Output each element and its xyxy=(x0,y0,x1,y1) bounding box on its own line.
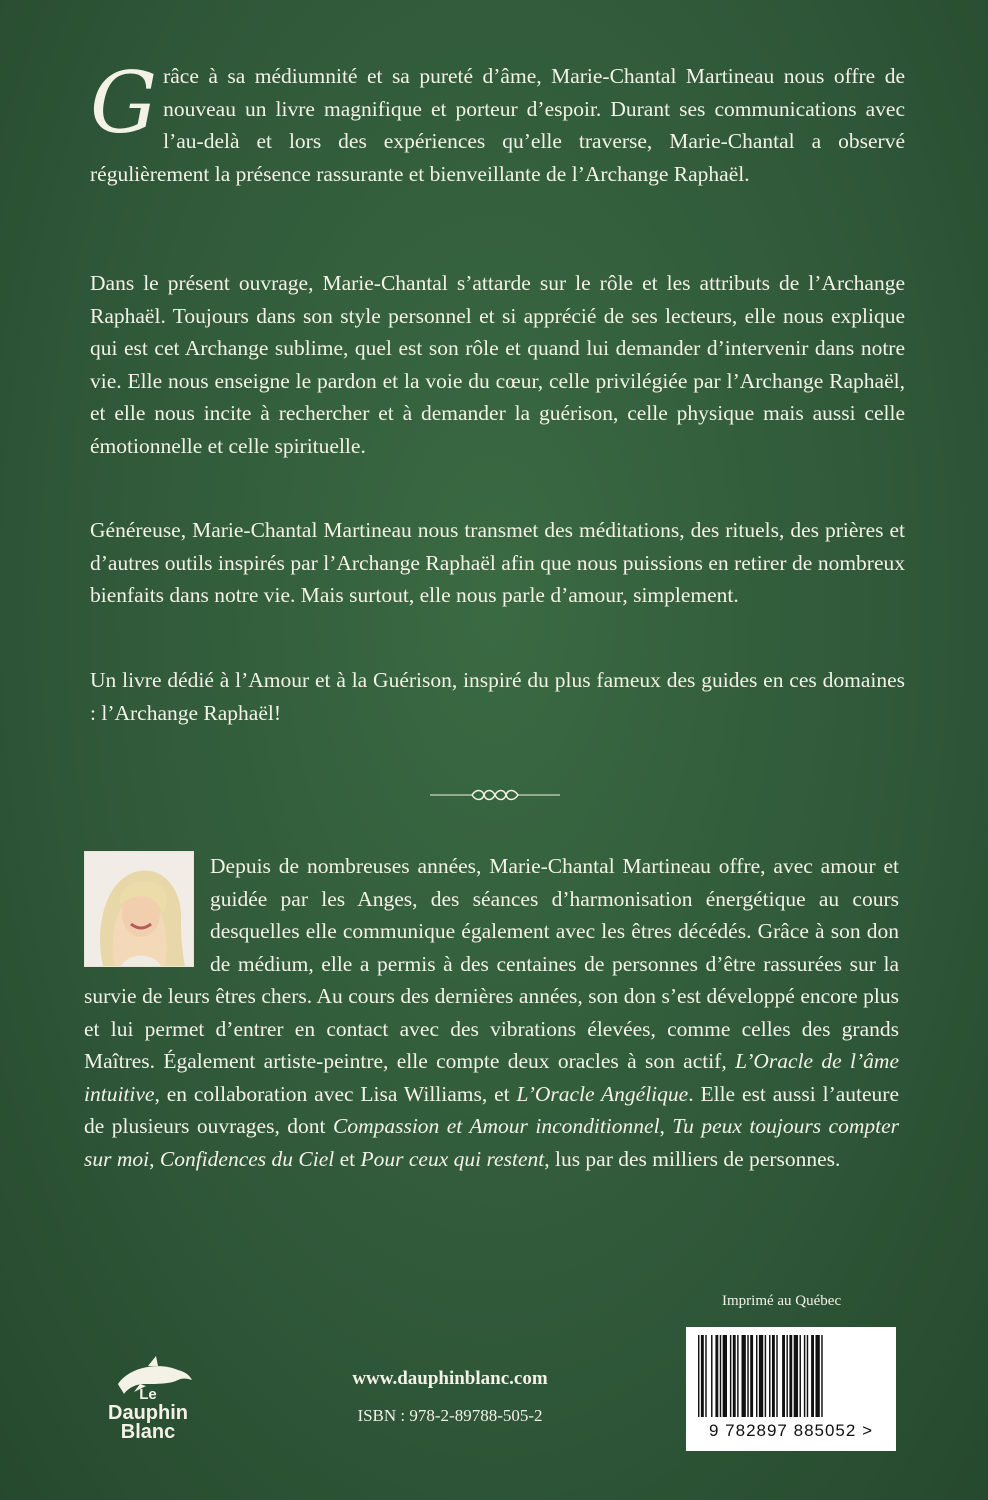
barcode-bar xyxy=(720,1335,721,1417)
book-title: Confidences du Ciel xyxy=(159,1146,335,1171)
barcode-bar xyxy=(759,1335,763,1417)
barcode-bar xyxy=(786,1335,787,1417)
barcode-bar xyxy=(815,1335,819,1417)
author-bio: Depuis de nombreuses années, Marie-Chantal Martineau offre, avec amour et guidée par les Anges, des séances d’harmonisation énergétique au cours desquelles elle communique également avec les êtres décédés. Grâce à son don de médium, elle a permis à des centaines de personnes d’être rassurées sur la survie de leurs êtres chers. Au cours des dernières années, son don s’est développé encore plus et lui permet d’entrer en contact avec des vibrations élevées, comme celles des grands Maîtres. Également artiste-peintre, elle compte deux oracles à son actif, L’Oracle de l’âme intuitive, en collaboration avec Lisa Williams, et L’Oracle Angélique. Elle est aussi l’auteure de plusieurs ouvrages, dont Compassion et Amour inconditionnel, Tu peux toujours compter sur moi, Confidences du Ciel et Pour ceux qui restent, lus par des milliers de personnes. xyxy=(84,854,900,1171)
barcode-bar xyxy=(711,1335,712,1417)
barcode-bar xyxy=(698,1335,699,1417)
barcode-bar xyxy=(821,1335,822,1417)
barcode-bars-icon xyxy=(686,1327,896,1422)
barcode-bar xyxy=(772,1335,775,1417)
barcode-bar xyxy=(747,1335,748,1417)
drop-cap: G xyxy=(90,54,158,152)
barcode-bar xyxy=(750,1335,753,1417)
barcode-bar xyxy=(789,1335,792,1417)
barcode-bar xyxy=(782,1335,785,1417)
barcode-bar xyxy=(715,1335,718,1417)
barcode-number: 9 782897 885052 > xyxy=(708,1421,873,1440)
barcode-bar xyxy=(756,1335,757,1417)
ornament-divider-icon xyxy=(430,784,560,806)
barcode-bar xyxy=(800,1335,801,1417)
barcode-bar xyxy=(730,1335,731,1417)
intro-paragraph-1-text: râce à sa médiumnité et sa pureté d’âme, Marie-Chantal Martineau nous offre de nouveau un livre magnifique et porteur d’espoir. Durant ses communications avec l’au-delà et lors des expériences qu’elle traverse, Marie-Chantal a observé régulièrement la présence rassurante et bienveillante de l’Archange Raphaël. xyxy=(90,64,905,186)
barcode-bar xyxy=(776,1335,777,1417)
isbn-barcode xyxy=(686,1327,896,1451)
barcode-bar xyxy=(811,1335,814,1417)
barcode-bar xyxy=(701,1335,704,1417)
book-title: Pour ceux qui restent xyxy=(360,1146,545,1171)
book-title: Tu peux toujours compter sur moi xyxy=(84,1114,900,1171)
book-title: L’Oracle Angélique xyxy=(516,1081,689,1106)
barcode-bar xyxy=(742,1335,746,1417)
barcode-bar xyxy=(794,1335,798,1417)
publisher-logo-text: Le Dauphin Blanc xyxy=(108,1386,188,1443)
barcode-bar xyxy=(723,1335,727,1417)
printed-in-label: Imprimé au Québec xyxy=(722,1293,842,1309)
barcode-bar xyxy=(737,1335,738,1417)
barcode-bar xyxy=(769,1335,770,1417)
barcode-bar xyxy=(807,1335,808,1417)
publisher-website: www.dauphinblanc.com xyxy=(352,1368,548,1389)
barcode-bar xyxy=(705,1335,706,1417)
book-title: L’Oracle de l’âme intuitive xyxy=(84,1049,899,1106)
barcode-bar xyxy=(765,1335,766,1417)
barcode-bar xyxy=(733,1335,736,1417)
intro-paragraph-3: Généreuse, Marie-Chantal Martineau nous transmet des méditations, des rituels, des prières et d’autres outils inspirés par l’Archange Raphaël afin que nous puissions en retirer de nombreux bienfaits dans notre vie. Mais surtout, elle nous parle d’amour, simplement. xyxy=(90,518,905,607)
isbn-label: ISBN : 978-2-89788-505-2 xyxy=(357,1406,543,1425)
barcode-bar xyxy=(804,1335,805,1417)
intro-paragraph-2: Dans le présent ouvrage, Marie-Chantal s’attarde sur le rôle et les attributs de l’Archange Raphaël. Toujours dans son style personnel et si apprécié de ses lecteurs, elle nous explique qui est cet Archange sublime, quel est son rôle et quand lui demander d’intervenir dans notre vie. Elle nous enseigne le pardon et la voie du cœur, celle privilégiée par l’Archange Raphaël, et elle nous incite à rechercher et à demander la guérison, celle physique mais aussi celle émotionnelle et celle spirituelle. xyxy=(90,271,905,458)
intro-paragraph-1 xyxy=(90,54,905,190)
book-title: Compassion et Amour inconditionnel xyxy=(332,1114,660,1138)
intro-paragraph-4: Un livre dédié à l’Amour et à la Guérison, inspiré du plus fameux des guides en ces domaines : l’Archange Raphaël! xyxy=(90,668,905,725)
